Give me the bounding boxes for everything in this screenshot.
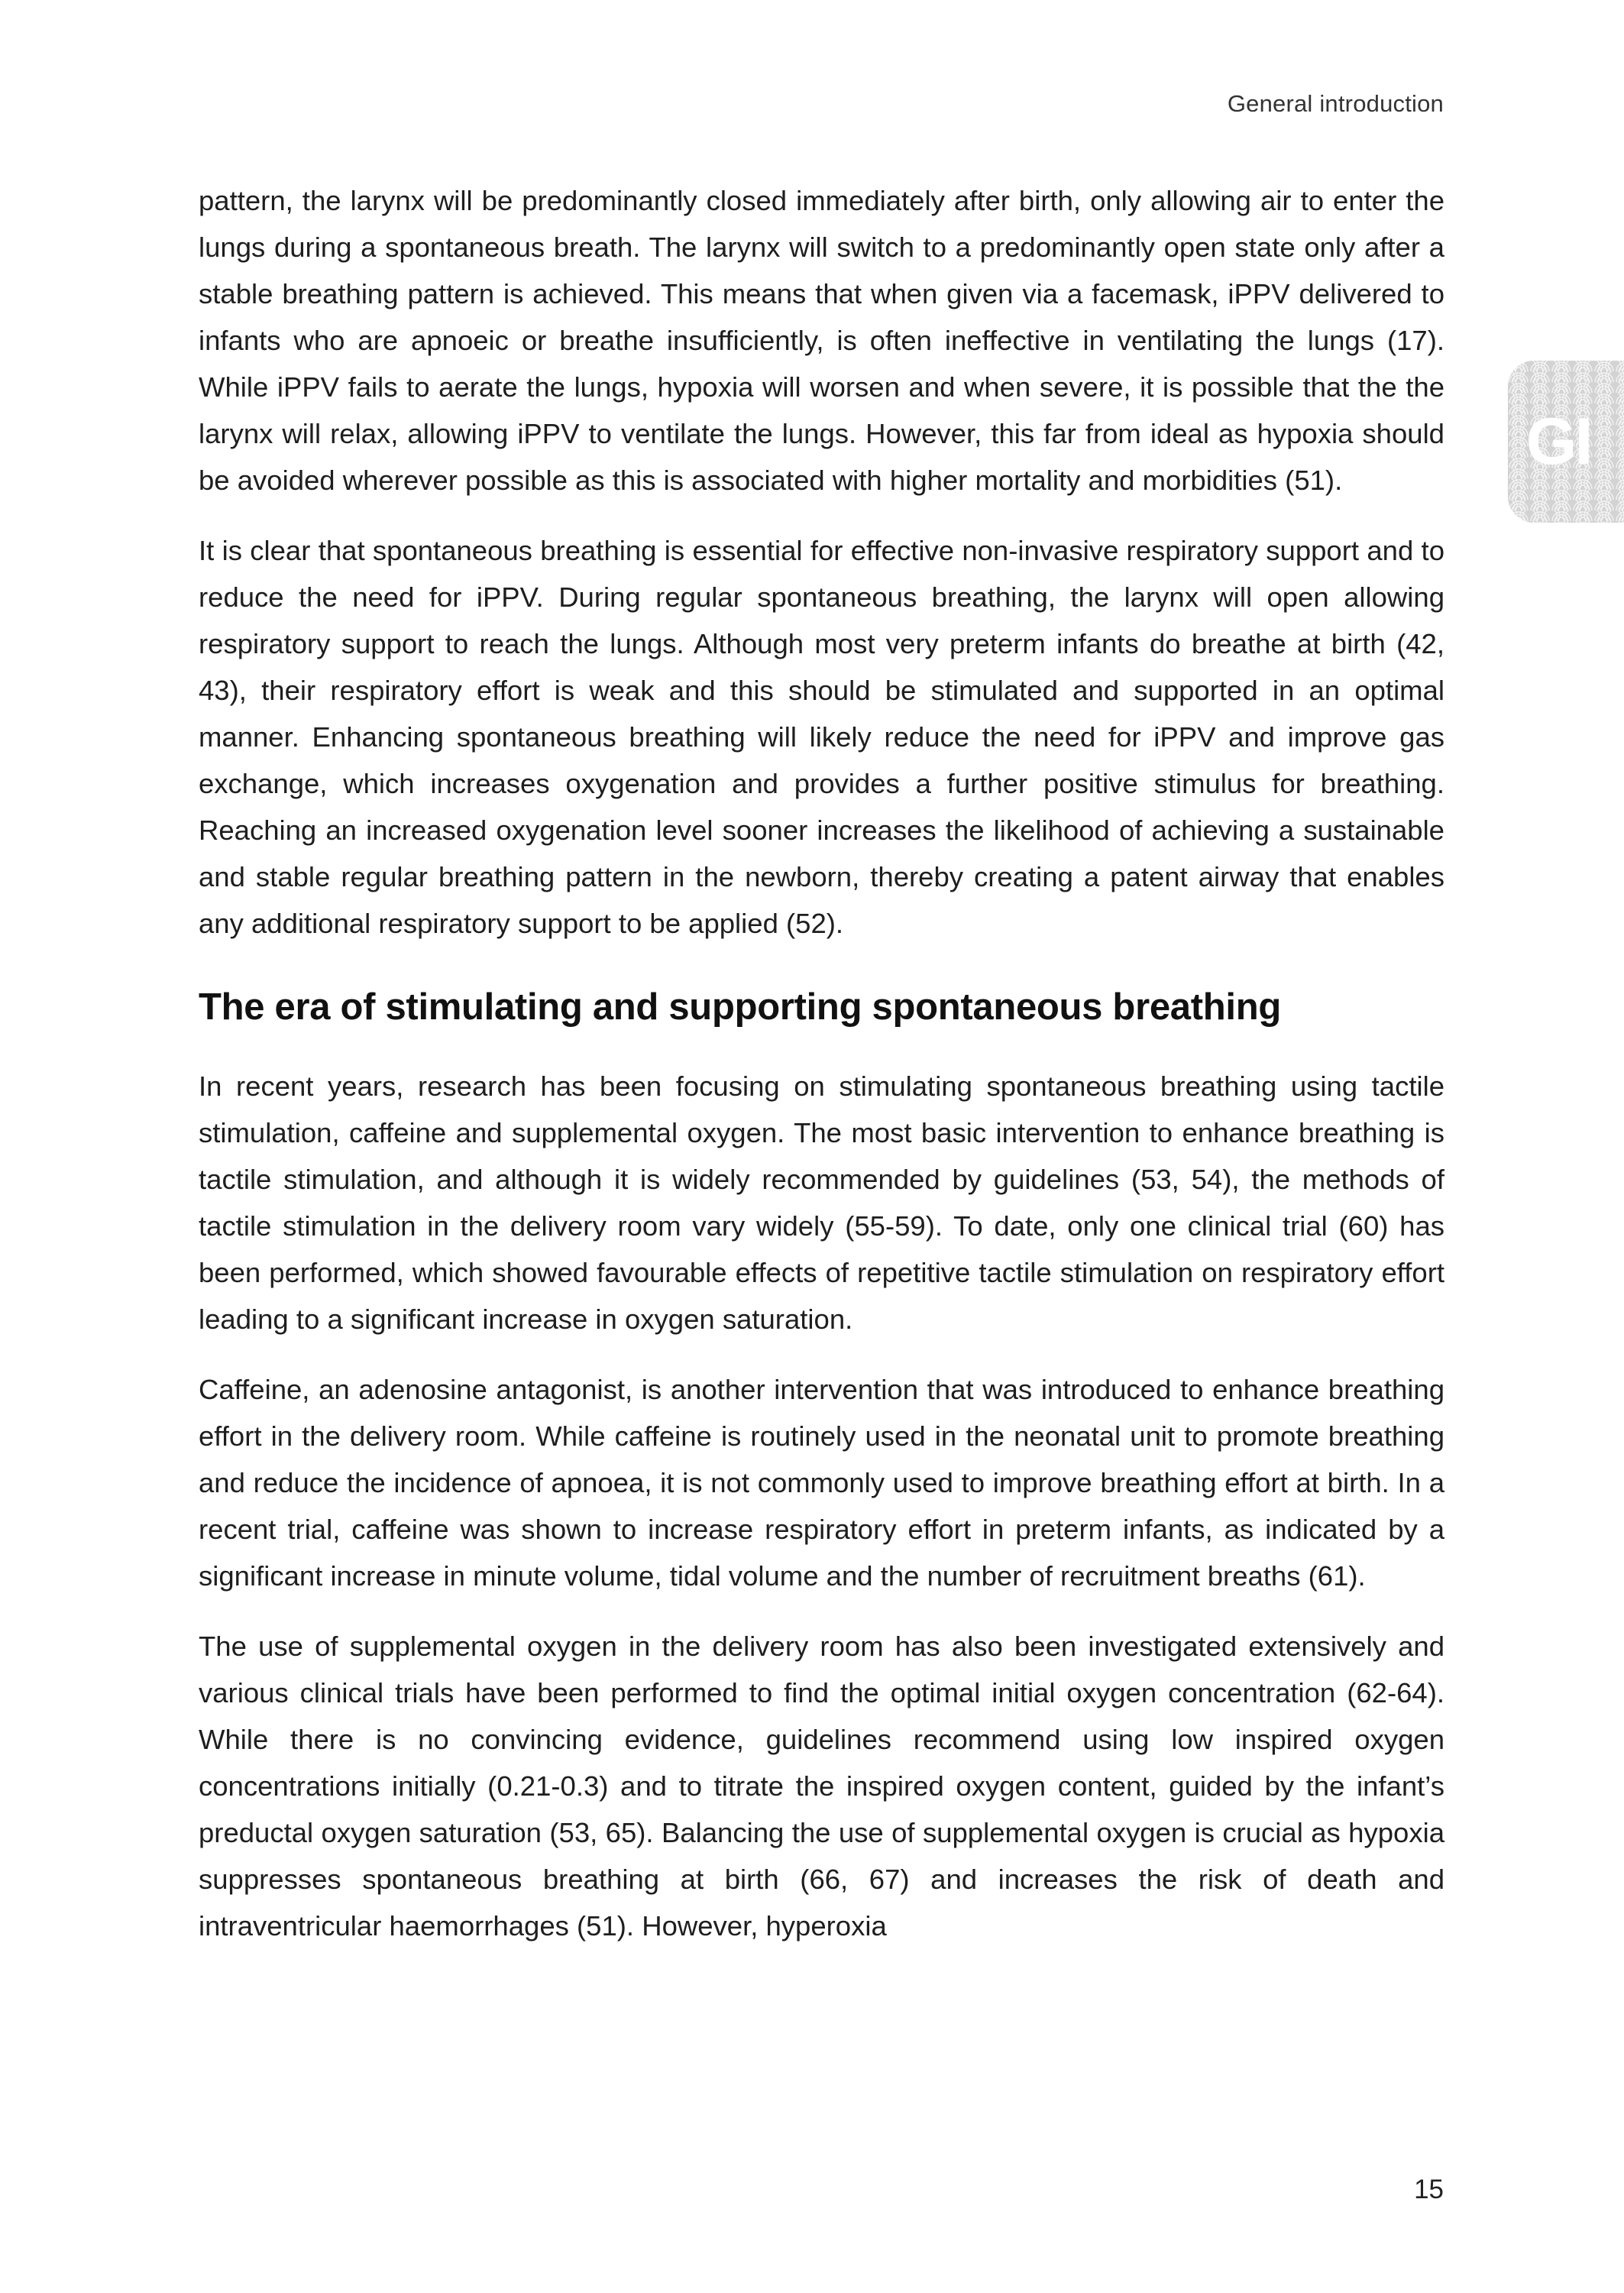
body-paragraph: pattern, the larynx will be predominantly closed immediately after birth, only allowing air to enter the lungs during a spontaneous breath. The larynx will switch to a predominantly open state only after a stable breathing pattern is achieved. This means that when given via a facemask, iPPV delivered to infants who are apnoeic or breathe insufficiently, is often ineffective in ventilating the lungs (17). While iPPV fails to aerate the lungs, hypoxia will worsen and when severe, it is possible that the the larynx will relax, allowing iPPV to ventilate the lungs. However, this far from ideal as hypoxia should be avoided wherever possible as this is associated with higher mortality and morbidities (51).	[199, 185, 1444, 496]
chapter-tab-label: GI	[1525, 404, 1591, 478]
section-heading: The era of stimulating and supporting spontaneous breathing	[199, 986, 1281, 1028]
body-paragraph: Caffeine, an adenosine antagonist, is another intervention that was introduced to enhance breathing effort in the delivery room. While caffeine is routinely used in the neonatal unit to promote breathing and reduce the incidence of apnoea, it is not commonly used to improve breathing effort at birth. In a recent trial, caffeine was shown to increase respiratory effort in preterm infants, as indicated by a significant increase in minute volume, tidal volume and the number of recruitment breaths (61).	[199, 1374, 1444, 1592]
body-paragraph: The use of supplemental oxygen in the delivery room has also been investigated extensively and various clinical trials have been performed to find the optimal initial oxygen concentration (62-64). While there is no convincing evidence, guidelines recommend using low inspired oxygen concentrations initially (0.21-0.3) and to titrate the inspired oxygen content, guided by the infant’s preductal oxygen saturation (53, 65). Balancing the use of supplemental oxygen is crucial as hypoxia suppresses spontaneous breathing at birth (66, 67) and increases the risk of death and intraventricular haemorrhages (51). However, hyperoxia	[199, 1631, 1444, 1942]
running-header: General introduction	[1227, 90, 1444, 117]
page-number: 15	[1414, 2175, 1444, 2204]
body-paragraph: It is clear that spontaneous breathing is essential for effective non-invasive respiratory support and to reduce the need for iPPV. During regular spontaneous breathing, the larynx will open allowing respiratory support to reach the lungs. Although most very preterm infants do breathe at birth (42, 43), their respiratory effort is weak and this should be stimulated and supported in an optimal manner. Enhancing spontaneous breathing will likely reduce the need for iPPV and improve gas exchange, which increases oxygenation and provides a further positive stimulus for breathing. Reaching an increased oxygenation level sooner increases the likelihood of achieving a sustainable and stable regular breathing pattern in the newborn, thereby creating a patent airway that enables any additional respiratory support to be applied (52).	[199, 535, 1444, 939]
page-body	[199, 177, 1444, 1973]
body-paragraph: In recent years, research has been focusing on stimulating spontaneous breathing using tactile stimulation, caffeine and supplemental oxygen. The most basic intervention to enhance breathing is tactile stimulation, and although it is widely recommended by guidelines (53, 54), the methods of tactile stimulation in the delivery room vary widely (55-59). To date, only one clinical trial (60) has been performed, which showed favourable effects of repetitive tactile stimulation on respiratory effort leading to a significant increase in oxygen saturation.	[199, 1070, 1444, 1335]
chapter-thumb-tab	[1508, 361, 1624, 523]
